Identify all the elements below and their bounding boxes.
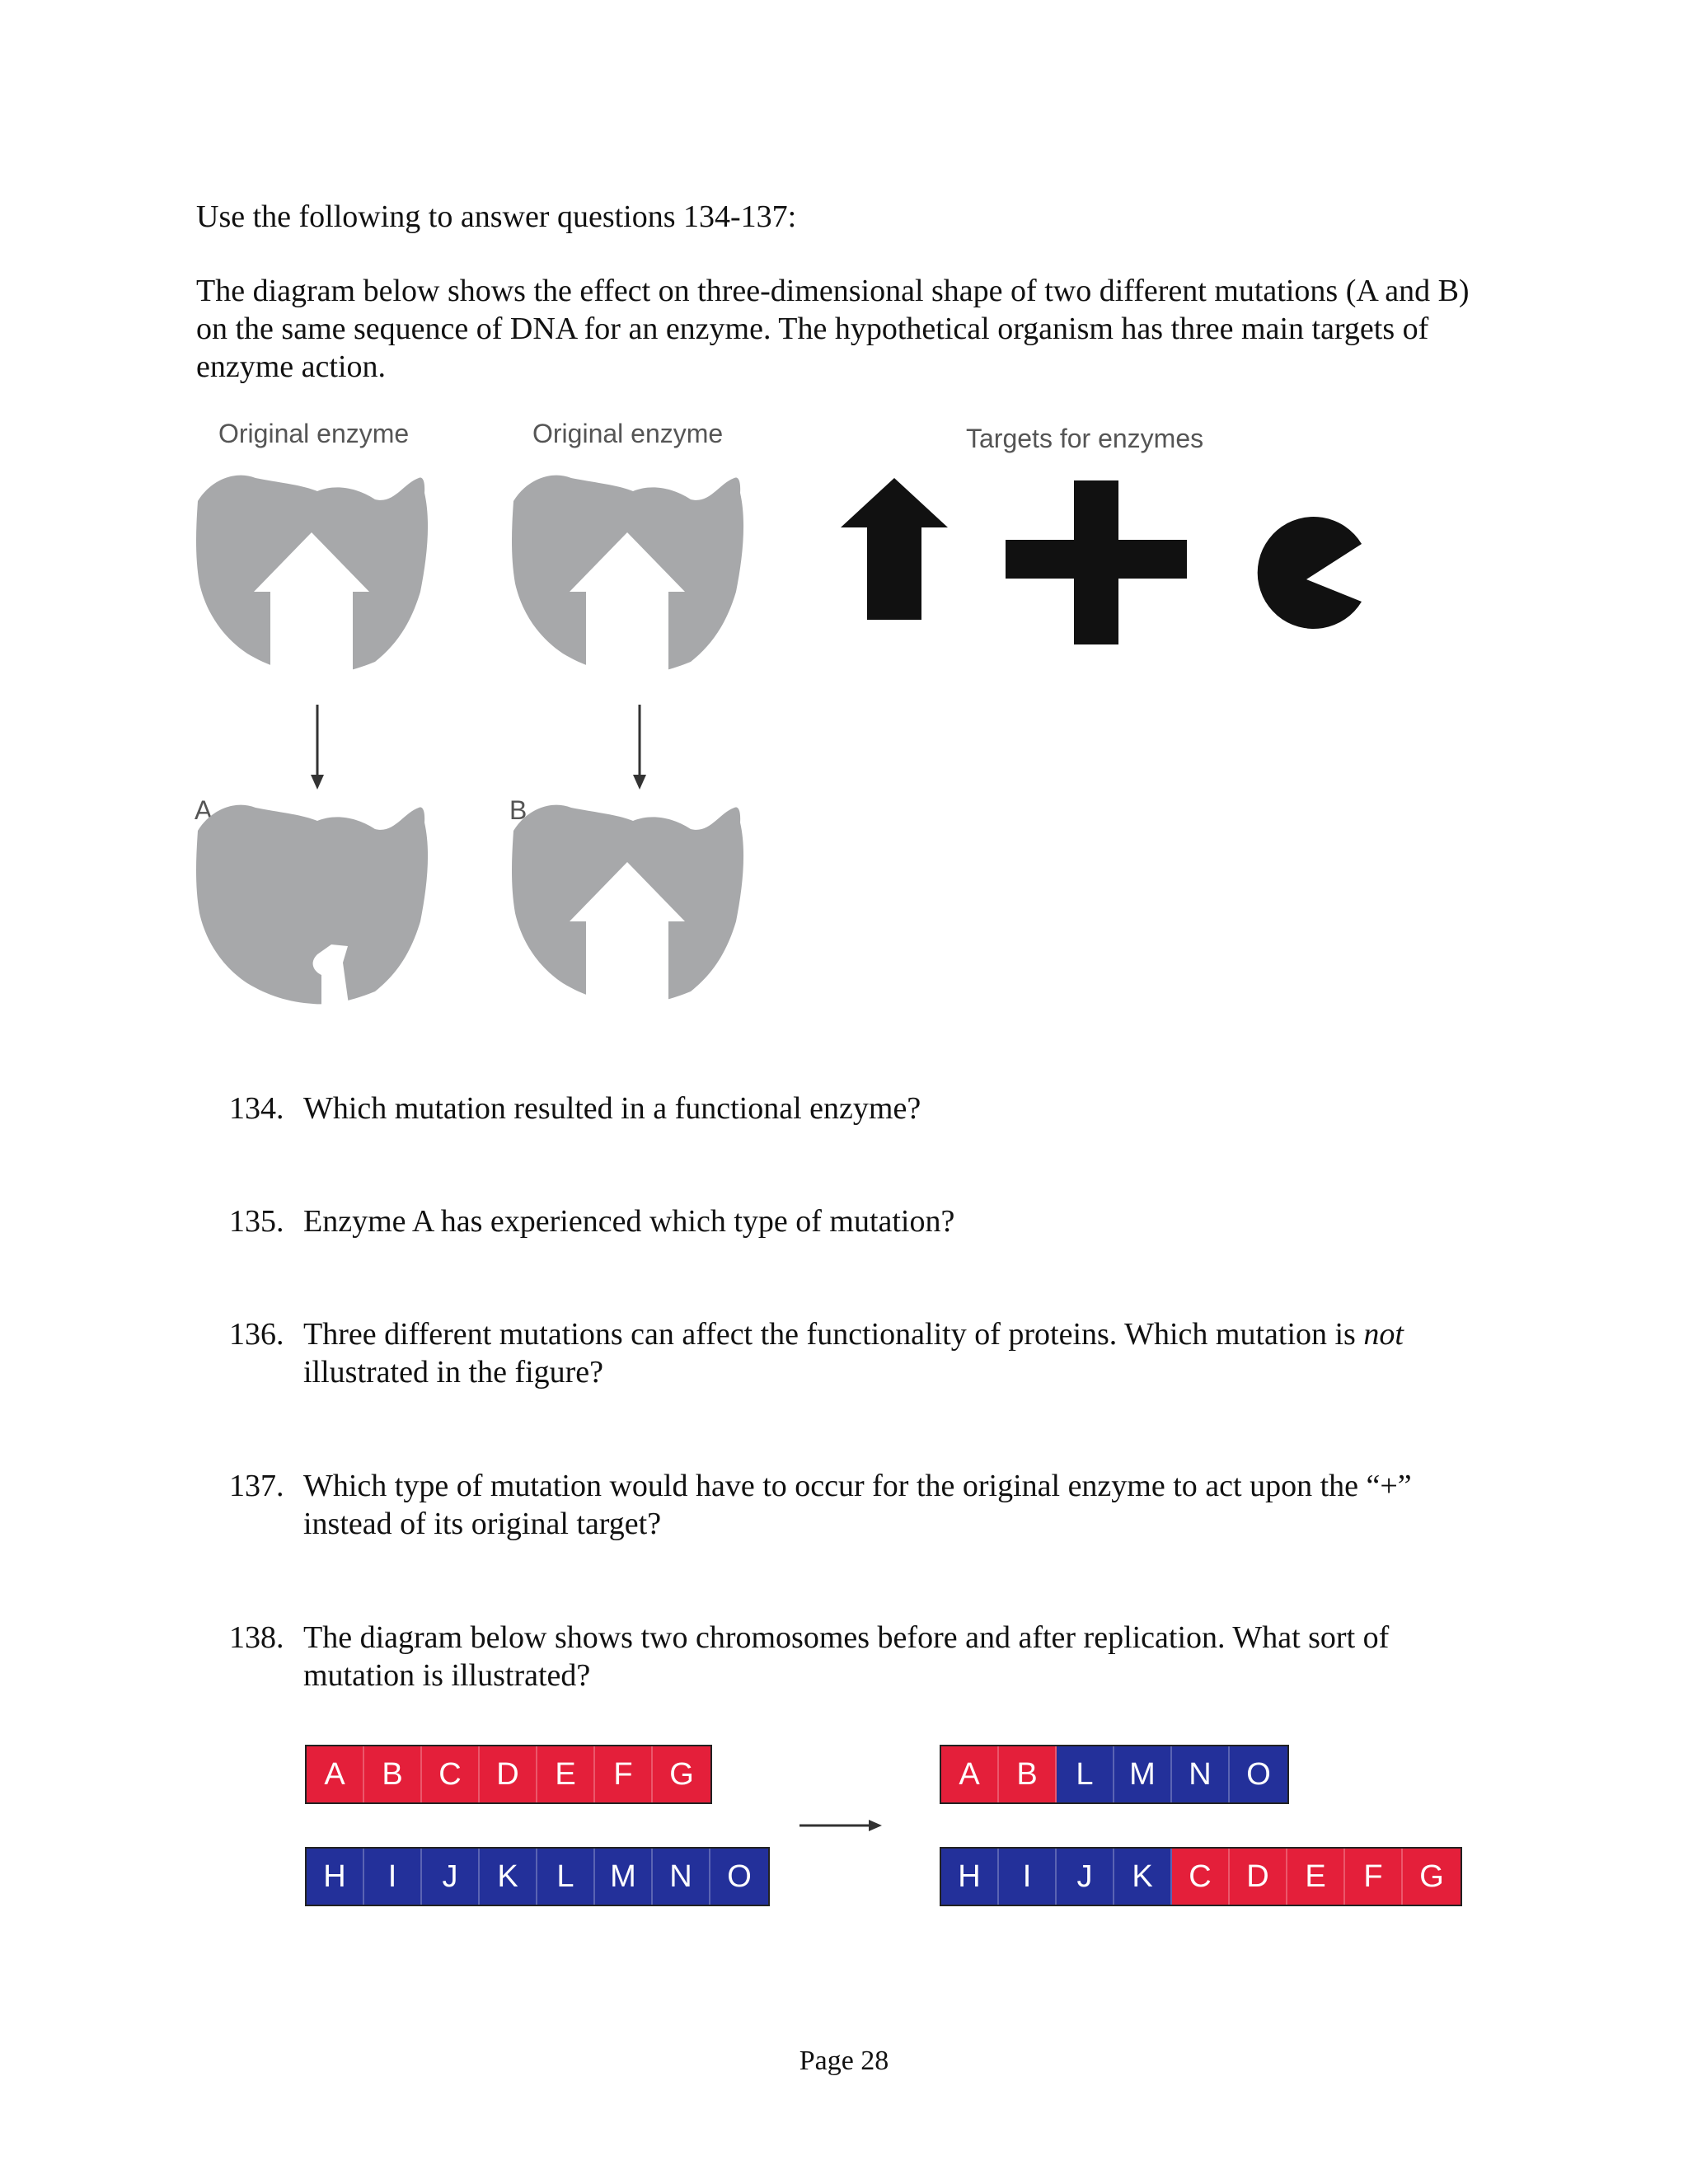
- question-text-part: Three different mutations can affect the functionality of proteins. Which mutation is: [303, 1317, 1364, 1352]
- gene-segment: A: [941, 1746, 999, 1802]
- gene-segment: J: [422, 1849, 480, 1905]
- question-text-part: illustrated in the figure?: [303, 1355, 604, 1390]
- gene-segment: D: [1230, 1849, 1287, 1905]
- intro-text: Use the following to answer questions 134-137:: [196, 199, 797, 234]
- gene-segment: K: [480, 1849, 537, 1905]
- gene-segment: M: [1114, 1746, 1172, 1802]
- question-text: The diagram below shows two chromosomes before and after replication. What sort of mutation is illustrated?: [303, 1620, 1390, 1693]
- down-arrow-icon-b: [633, 705, 646, 790]
- gene-segment: D: [480, 1746, 537, 1802]
- gene-segment: O: [710, 1849, 768, 1905]
- label-original-enzyme-2: Original enzyme: [532, 419, 724, 448]
- question-emphasis: not: [1363, 1317, 1404, 1352]
- original-enzyme-1: [196, 476, 428, 681]
- gene-segment: H: [307, 1849, 364, 1905]
- gene-segment: N: [1172, 1746, 1230, 1802]
- gene-segment: C: [422, 1746, 480, 1802]
- chromosome-before-2: [305, 1847, 770, 1906]
- gene-segment: A: [307, 1746, 364, 1802]
- label-targets-for-enzymes: Targets for enzymes: [966, 424, 1204, 453]
- question-number: 136.: [229, 1317, 284, 1352]
- arrow-icon: [841, 478, 948, 620]
- gene-segment: F: [1345, 1849, 1403, 1905]
- gene-segment: N: [653, 1849, 710, 1905]
- label-mutation-a: A: [195, 795, 213, 825]
- label-mutation-b: B: [509, 795, 528, 825]
- mutated-enzyme-a: [196, 805, 428, 1010]
- gene-segment: I: [364, 1849, 422, 1905]
- question-number: 138.: [229, 1620, 284, 1655]
- gene-segment: C: [1172, 1849, 1230, 1905]
- question-number: 137.: [229, 1469, 284, 1503]
- gene-segment: E: [537, 1746, 595, 1802]
- question-text: Which mutation resulted in a functional enzyme?: [303, 1091, 921, 1126]
- gene-segment: B: [364, 1746, 422, 1802]
- gene-segment: G: [653, 1746, 710, 1802]
- enzyme-figure: [0, 0, 1688, 1038]
- replication-arrow-icon: [799, 1817, 882, 1834]
- label-original-enzyme-1: Original enzyme: [218, 419, 410, 448]
- mutated-enzyme-b: [512, 805, 743, 1010]
- pacman-icon: [1258, 517, 1362, 629]
- original-enzyme-2: [512, 476, 743, 681]
- gene-segment: L: [1057, 1746, 1114, 1802]
- gene-segment: I: [999, 1849, 1057, 1905]
- down-arrow-icon-a: [311, 705, 324, 790]
- gene-segment: G: [1403, 1849, 1461, 1905]
- chromosome-after-1: [940, 1745, 1289, 1804]
- question-text: Enzyme A has experienced which type of mutation?: [303, 1204, 955, 1239]
- chromosome-after-2: [940, 1847, 1462, 1906]
- gene-segment: J: [1057, 1849, 1114, 1905]
- question-number: 134.: [229, 1091, 284, 1126]
- gene-segment: B: [999, 1746, 1057, 1802]
- gene-segment: E: [1287, 1849, 1345, 1905]
- gene-segment: H: [941, 1849, 999, 1905]
- description-paragraph: The diagram below shows the effect on three-dimensional shape of two different mutations (A and B) on the same sequence of DNA for an enzyme. The hypothetical organism has three main targets of enzyme action.: [196, 274, 1470, 384]
- gene-segment: O: [1230, 1746, 1287, 1802]
- chromosome-before-1: [305, 1745, 712, 1804]
- question-number: 135.: [229, 1204, 284, 1239]
- page-number: Page 28: [799, 2046, 889, 2076]
- gene-segment: M: [595, 1849, 653, 1905]
- gene-segment: K: [1114, 1849, 1172, 1905]
- question-text: Which type of mutation would have to occur for the original enzyme to act upon the “+” instead of its original target?: [303, 1469, 1412, 1541]
- question-text: [303, 1315, 1474, 1391]
- gene-segment: F: [595, 1746, 653, 1802]
- plus-icon: [1006, 480, 1187, 644]
- gene-segment: L: [537, 1849, 595, 1905]
